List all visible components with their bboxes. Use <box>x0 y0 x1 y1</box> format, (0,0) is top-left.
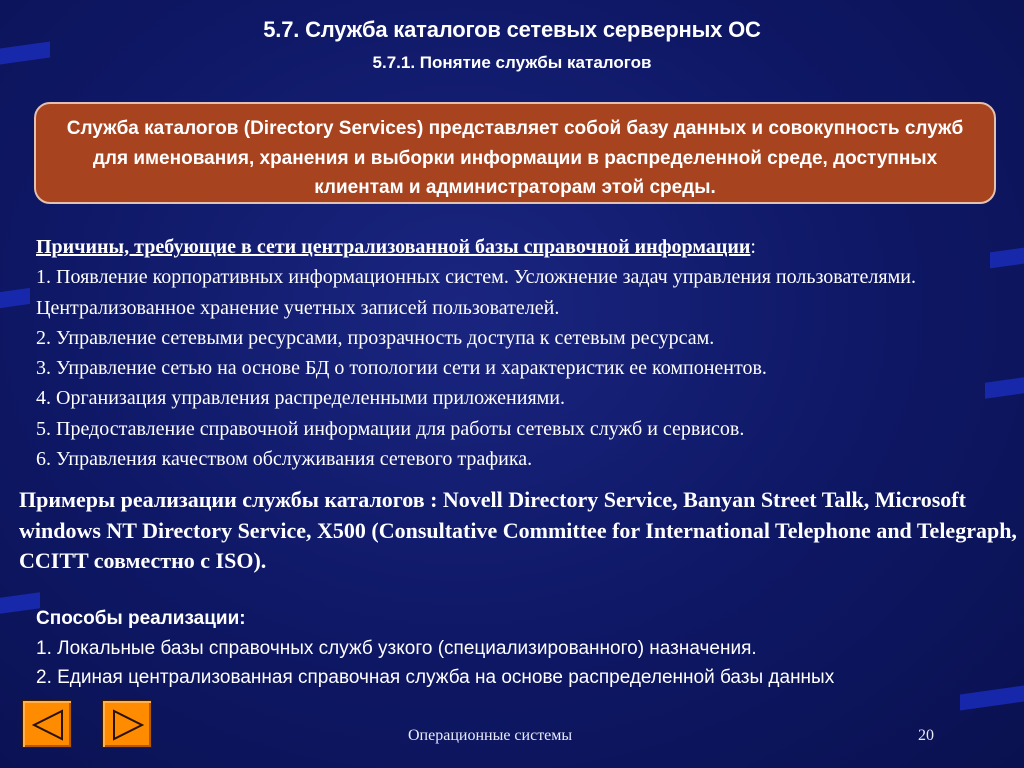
reasons-item: 3. Управление сетью на основе БД о топологии сети и характеристик ее компонентов. <box>36 357 767 380</box>
footer-course-name: Операционные системы <box>408 727 573 744</box>
reasons-item: 1. Появление корпоративных информационных систем. Усложнение задач управления пользователями. Централизованное хранение учетных записей пользователей. <box>36 266 916 319</box>
reasons-item: 4. Организация управления распределенными приложениями. <box>36 387 566 410</box>
reasons-item: 6. Управления качеством обслуживания сетевого трафика. <box>36 448 533 471</box>
methods-item: 1. Локальные базы справочных служб узкого (специализированного) назначения. <box>36 637 757 659</box>
reasons-item: 2. Управление сетевыми ресурсами, прозрачность доступа к сетевым ресурсам. <box>36 326 715 349</box>
methods-heading: Способы реализации: <box>36 608 246 629</box>
background-streak <box>0 592 40 614</box>
definition-text: Служба каталогов (Directory Services) представляет собой базу данных и совокупность служб для именования, хранения и выборки информации в распределенной среде, доступных клиентам и администраторам этой среды. <box>66 118 964 198</box>
reasons-heading-line <box>36 232 996 262</box>
methods-section <box>36 604 996 693</box>
next-slide-button[interactable] <box>102 700 152 748</box>
definition-box <box>34 102 996 204</box>
slide-subtitle: 5.7.1. Понятие службы каталогов <box>372 53 652 72</box>
slide-title: 5.7. Служба каталогов сетевых серверных ОС <box>263 17 761 42</box>
reasons-heading-suffix: : <box>750 236 756 258</box>
background-streak <box>0 288 30 308</box>
reasons-heading: Причины, требующие в сети централизованной базы справочной информации <box>36 236 751 258</box>
reasons-item: 5. Предоставление справочной информации для работы сетевых служб и сервисов. <box>36 417 745 440</box>
footer-page-number: 20 <box>918 727 934 744</box>
triangle-right-icon <box>103 701 153 749</box>
examples-paragraph: Примеры реализации службы каталогов : Novell Directory Service, Banyan Street Talk, Microsoft windows NT Directory Service, X500 (Consultative Committee for International Telephone and Telegraph, CCITT совместно с ISO). <box>19 487 1017 573</box>
reasons-section <box>36 232 996 474</box>
methods-item: 2. Единая централизованная справочная служба на основе распределенной базы данных <box>36 667 835 688</box>
prev-slide-button[interactable] <box>22 700 72 748</box>
triangle-left-icon <box>23 701 73 749</box>
